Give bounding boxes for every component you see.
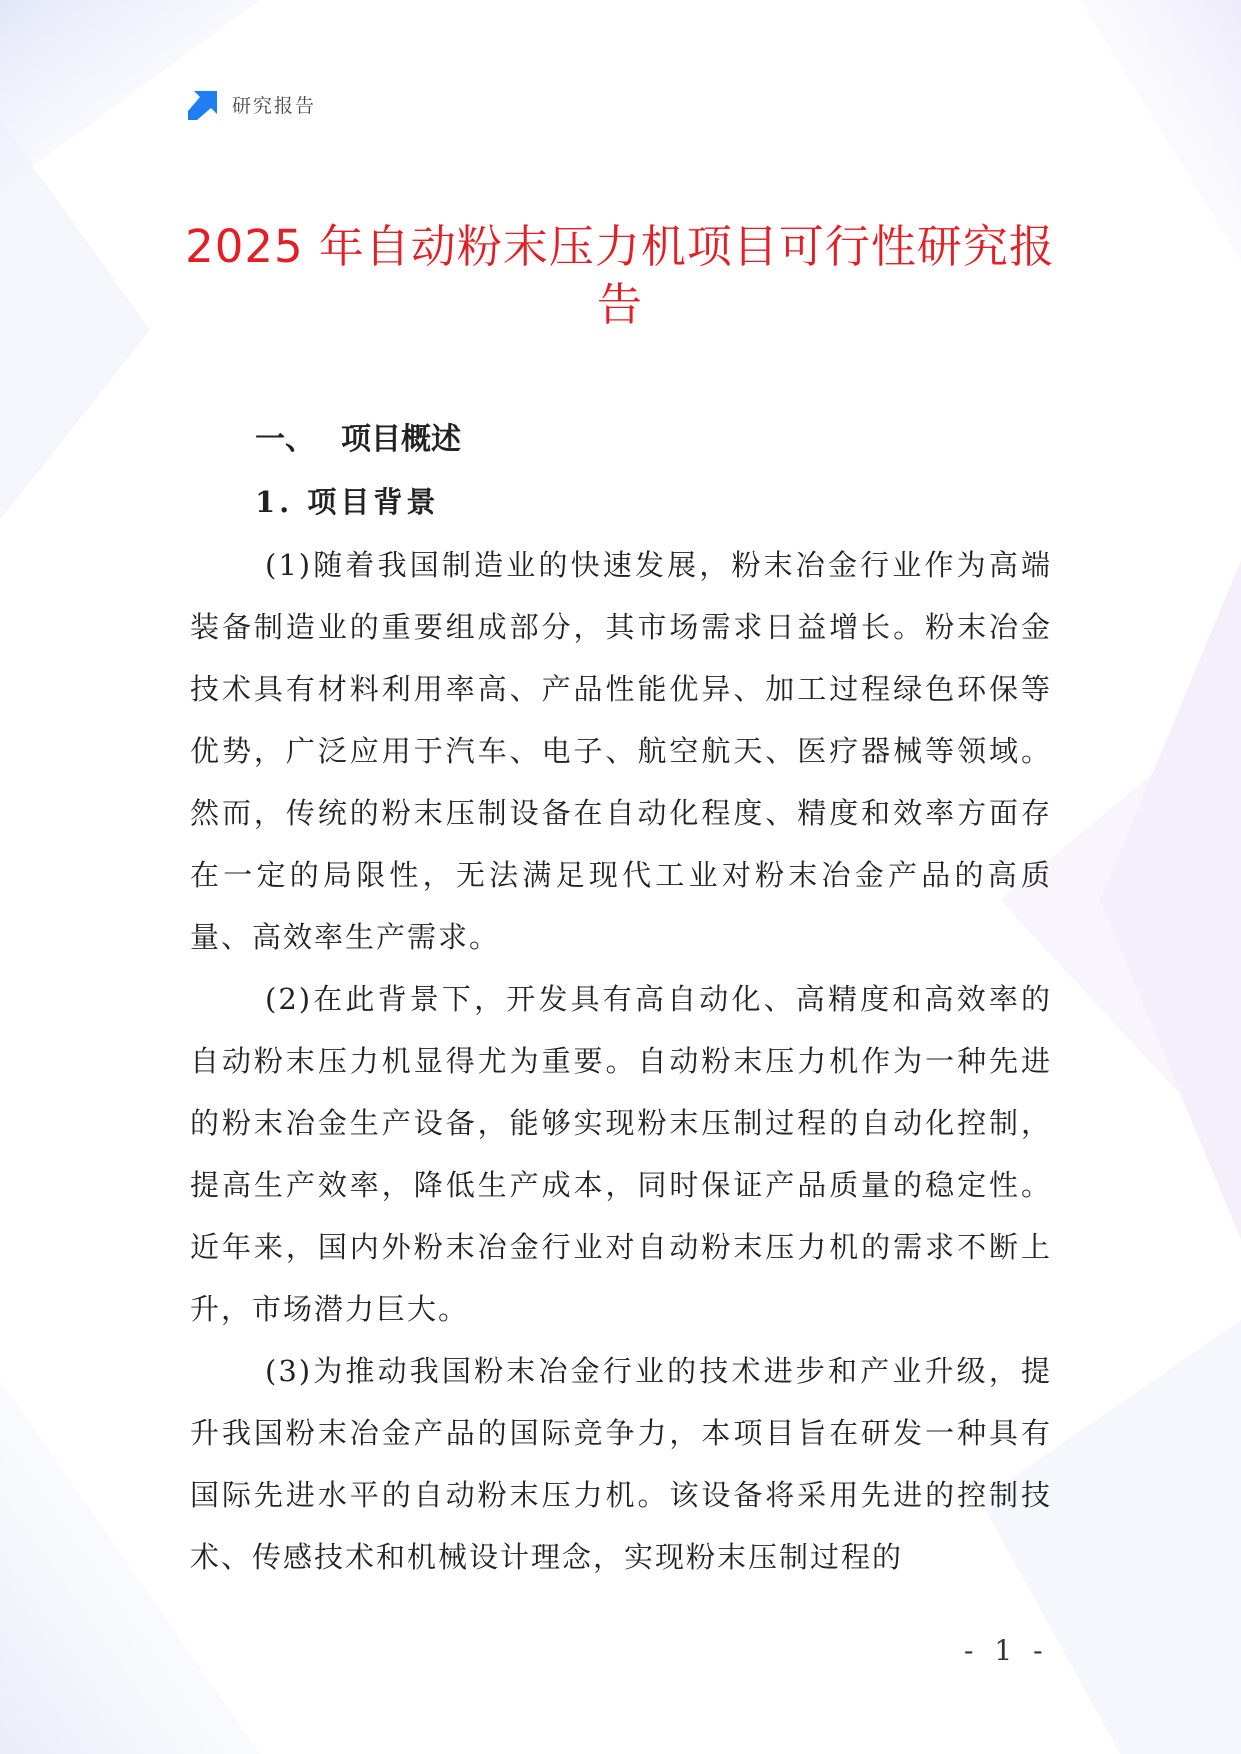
paragraph-1: (1)随着我国制造业的快速发展，粉末冶金行业作为高端装备制造业的重要组成部分，其市场需求日益增长。粉末冶金技术具有材料利用率高、产品性能优异、加工过程绿色环保等优势，广泛应用于汽车、电子、航空航天、医疗器械等领域。然而，传统的粉末压制设备在自动化程度、精度和效率方面存在一定的局限性，无法满足现代工业对粉末冶金产品的高质量、高效率生产需求。 [190, 548, 1052, 954]
header-label: 研究报告 [232, 94, 317, 117]
page-number: - 1 - [964, 1634, 1049, 1667]
paragraph-3: (3)为推动我国粉末冶金行业的技术进步和产业升级，提升我国粉末冶金产品的国际竞争力，本项目旨在研发一种具有国际先进水平的自动粉末压力机。该设备将采用先进的控制技术、传感技术和机械设计理念，实现粉末压制过程的 [190, 1354, 1052, 1574]
paragraph-2: (2)在此背景下，开发具有高自动化、高精度和高效率的自动粉末压力机显得尤为重要。自动粉末压力机作为一种先进的粉末冶金生产设备，能够实现粉末压制过程的自动化控制，提高生产效率，降低生产成本，同时保证产品质量的稳定性。近年来，国内外粉末冶金行业对自动粉末压力机的需求不断上升，市场潜力巨大。 [190, 982, 1052, 1326]
subsection-heading: 1. 项目背景 [255, 485, 440, 519]
document-title: 2025 年自动粉末压力机项目可行性研究报告 [185, 220, 1055, 331]
section-title: 项目概述 [341, 422, 461, 457]
arrow-logo-icon [188, 88, 220, 120]
section-heading [255, 420, 461, 460]
section-number: 一、 [255, 422, 315, 457]
document-body [190, 534, 1052, 1588]
report-header [188, 88, 316, 120]
